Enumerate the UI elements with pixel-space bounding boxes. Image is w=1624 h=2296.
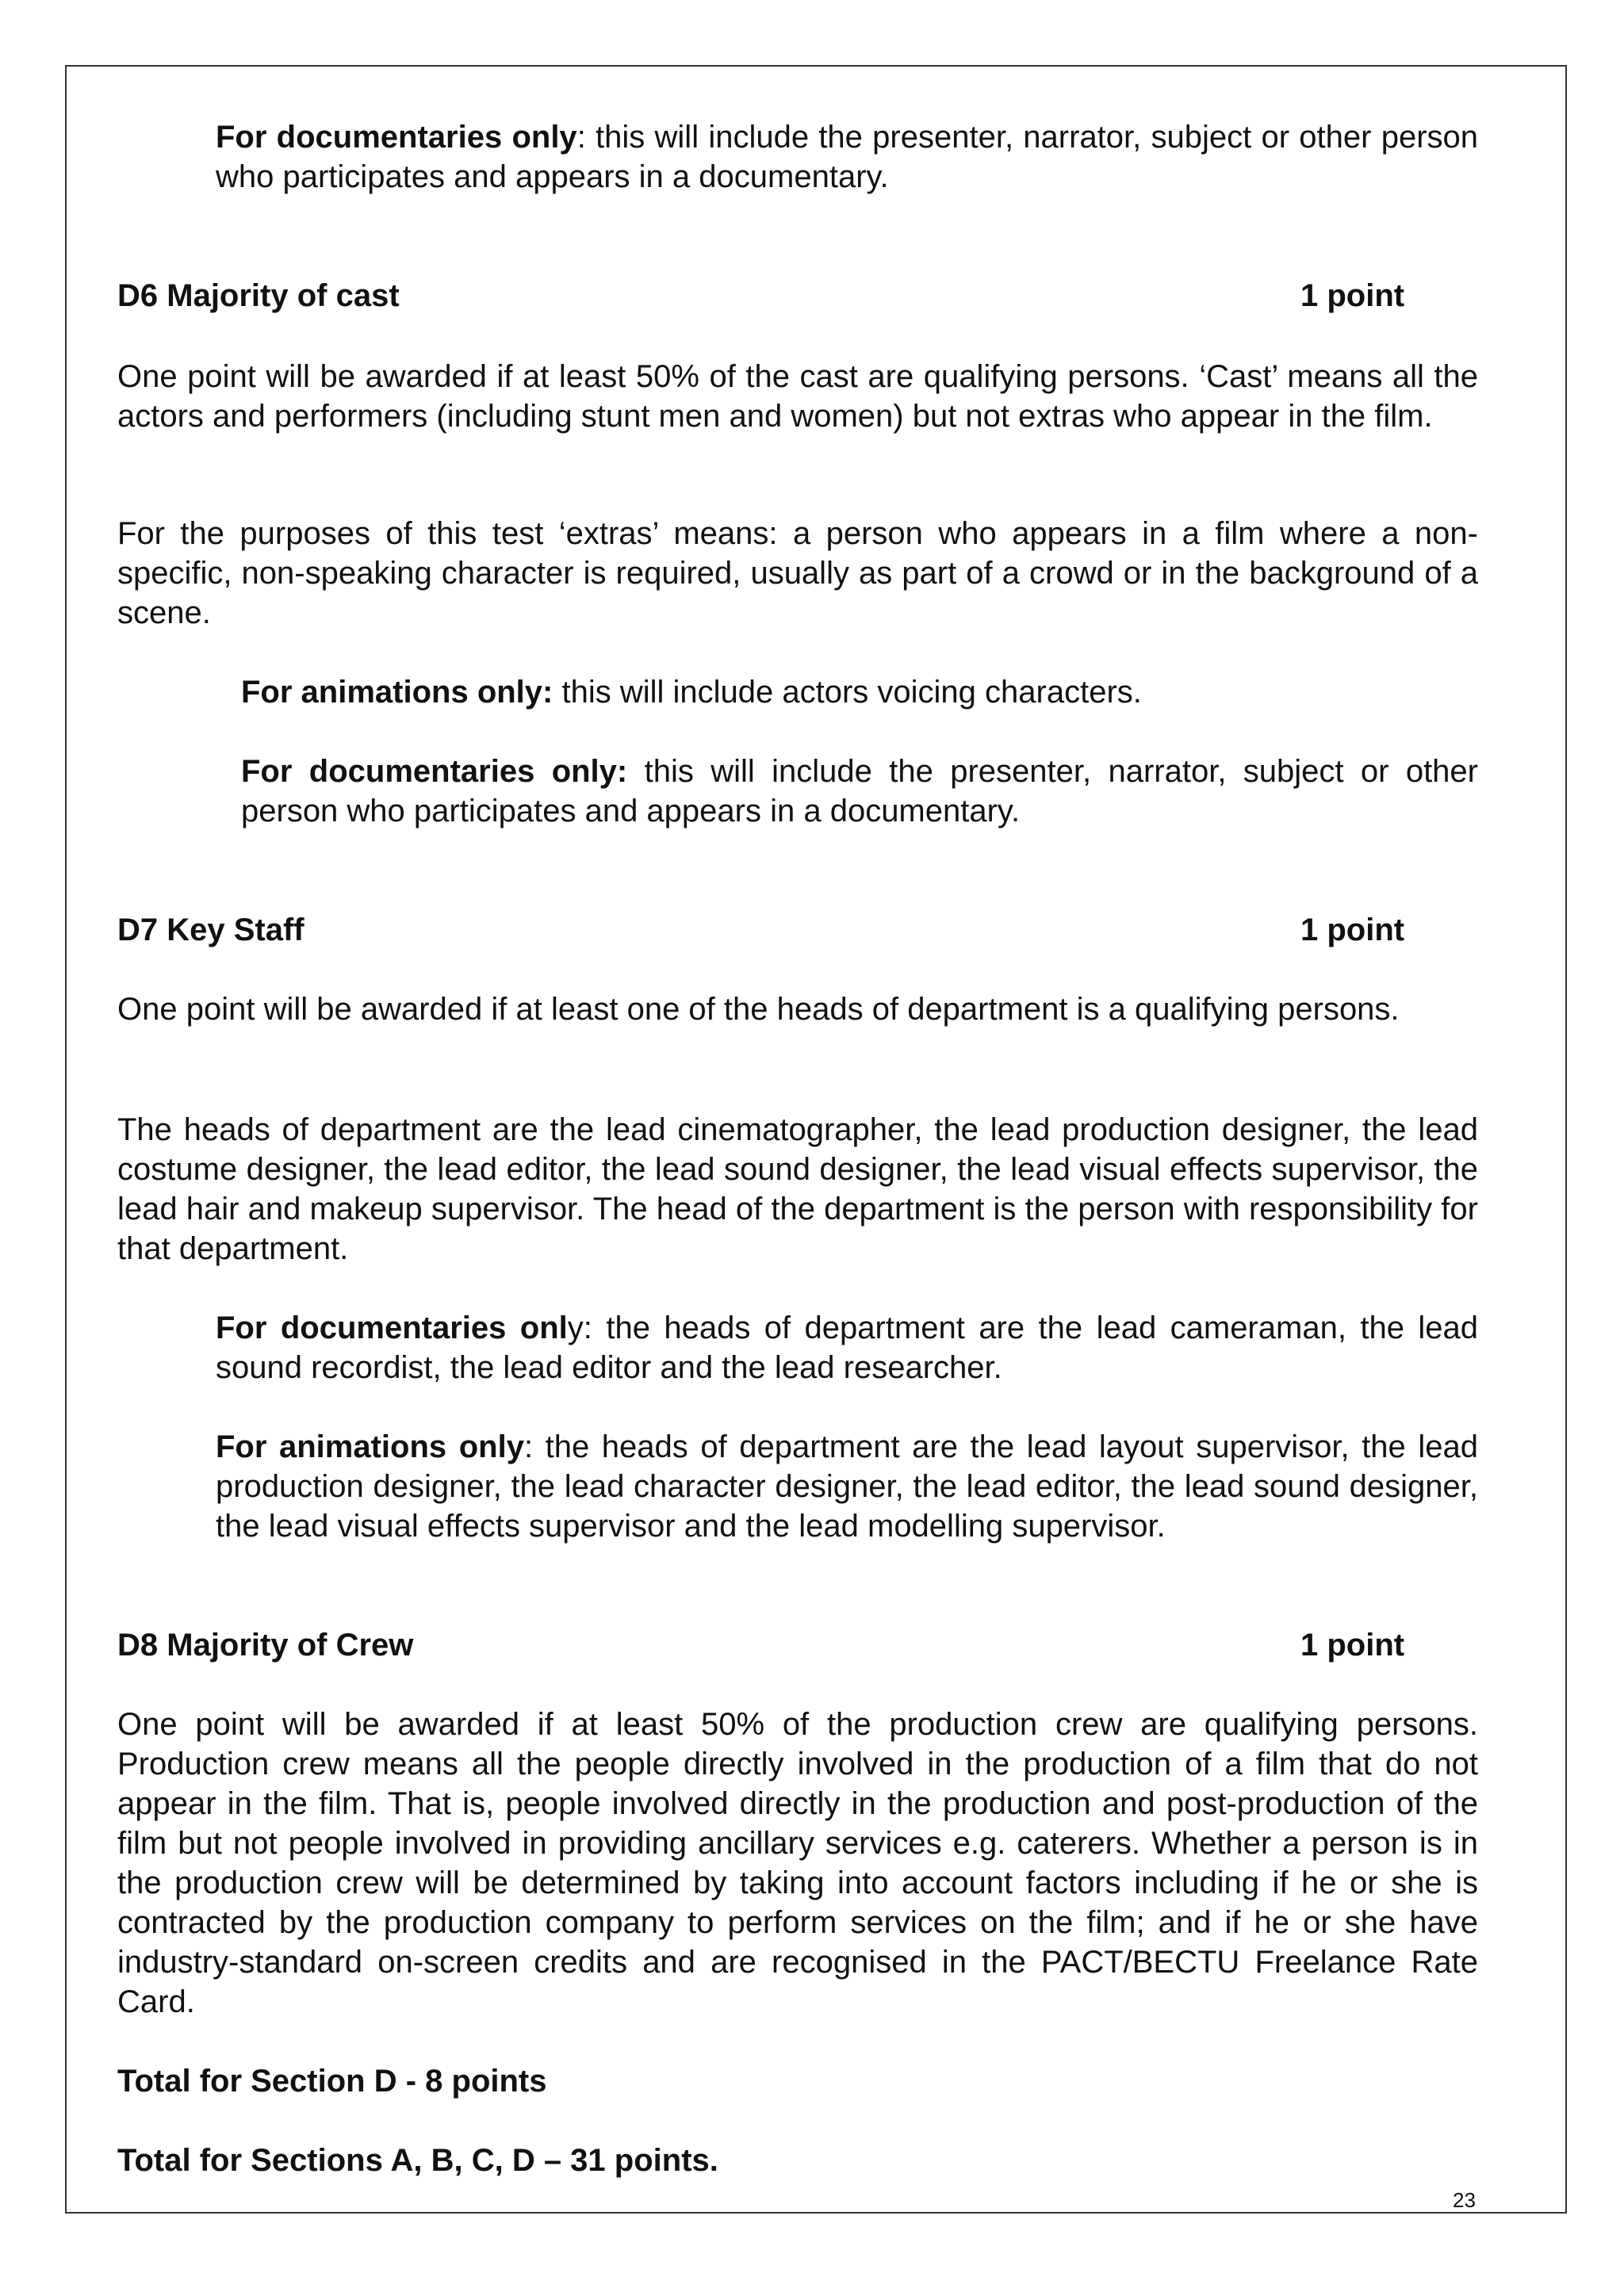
d6-animations-note <box>241 672 1478 712</box>
d7-documentaries-lead: For documentaries onl <box>216 1311 568 1345</box>
documentaries-note-lead: For documentaries only <box>216 120 577 155</box>
d6-documentaries-note <box>241 752 1478 831</box>
d7-heading: D7 Key Staff <box>117 913 304 947</box>
documentaries-note-text: : this will include the presenter, narrator, subject or other person who participates and appears in a documentary. <box>216 120 1479 194</box>
sections-total: Total for Sections A, B, C, D – 31 points. <box>117 2143 718 2178</box>
d6-animations-lead: For animations only: <box>241 675 553 710</box>
d7-animations-lead: For animations only <box>216 1429 524 1464</box>
d8-paragraph-1: One point will be awarded if at least 50% of the production crew are qualifying persons. Production crew means all the people directly involved in the production of a film that do not appear in the film. That is, people involved directly in the production and post-production of the film but not people involved in providing ancillary services e.g. caterers. Whether a person is in the production crew will be determined by taking into account factors including if he or she is contracted by the production company to perform services on the film; and if he or she have industry-standard on-screen credits and are recognised in the PACT/BECTU Freelance Rate Card. <box>117 1707 1478 2019</box>
page-number: 23 <box>1453 2188 1476 2212</box>
d7-documentaries-note <box>216 1308 1478 1387</box>
d6-points: 1 point <box>1300 278 1405 313</box>
d8-heading: D8 Majority of Crew <box>117 1628 414 1663</box>
d7-paragraph-1: One point will be awarded if at least one of the heads of department is a qualifying persons. <box>117 992 1400 1027</box>
d6-heading: D6 Majority of cast <box>117 278 400 313</box>
d7-animations-text: : the heads of department are the lead layout supervisor, the lead production designer, the lead character designer, the lead editor, the lead sound designer, the lead visual effects supervisor and the lead modelling supervisor. <box>216 1429 1478 1544</box>
d6-paragraph-1: One point will be awarded if at least 50% of the cast are qualifying persons. ‘Cast’ means all the actors and performers (including stunt men and women) but not extras who appear in the film. <box>117 359 1478 434</box>
d6-documentaries-lead: For documentaries only: <box>241 754 628 789</box>
d7-points: 1 point <box>1300 913 1405 947</box>
d6-documentaries-text: this will include the presenter, narrator, subject or other person who participates and appears in a documentary. <box>241 754 1478 828</box>
d7-animations-note <box>216 1427 1478 1546</box>
d8-points: 1 point <box>1300 1628 1405 1663</box>
d6-paragraph-2: For the purposes of this test ‘extras’ means: a person who appears in a film where a non-specific, non-speaking character is required, usually as part of a crowd or in the background of a scene. <box>117 516 1478 630</box>
d7-paragraph-2: The heads of department are the lead cinematographer, the lead production designer, the lead costume designer, the lead editor, the lead sound designer, the lead visual effects supervisor, the lead hair and makeup supervisor. The head of the department is the person with responsibility for that department. <box>117 1112 1478 1266</box>
documentaries-note <box>216 117 1478 197</box>
d7-documentaries-text: y: the heads of department are the lead cameraman, the lead sound recordist, the lead editor and the lead researcher. <box>216 1311 1478 1385</box>
section-d-total: Total for Section D - 8 points <box>117 2064 547 2099</box>
d6-animations-text: this will include actors voicing characters. <box>553 675 1142 710</box>
